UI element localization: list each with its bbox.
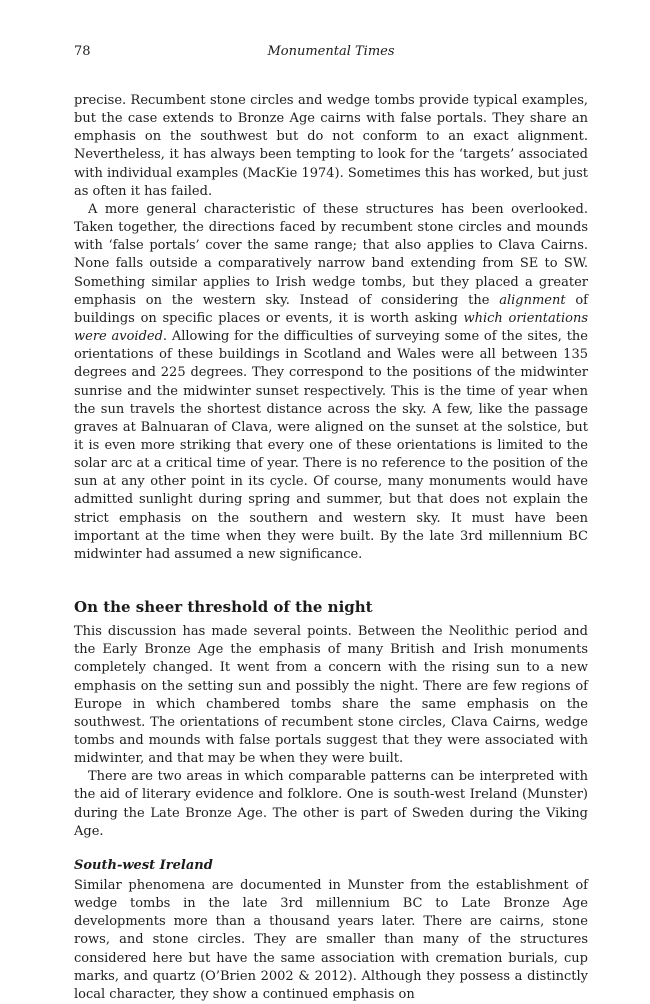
page-header — [74, 44, 588, 64]
paragraph-munster: Similar phenomena are documented in Munster from the establishment of wedge tombs in the late 3rd millennium BC to Late Bronze Age developments more than a thousand years later. There are cairns, stone rows, and stone circles. They are smaller than many of the structures considered here but have the same association with cremation burials, cup marks, and quartz (O’Brien 2002 & 2012). Although they possess a distinctly local character, they show a continued emphasis on — [74, 877, 588, 1002]
text-run: . Allowing for the difficulties of surveying some of the sites, the orientations of these buildings in Scotland and Wales were all between 135 degrees and 225 degrees. They correspond to the positions of the midwinter sunrise and the midwinter sunset respectively. This is the time of year when the sun travels the shortest distance across the sky. A few, like the passage graves at Balnuaran of Clava, were aligned on the sunset at the solstice, but it is even more striking that every one of these orientations is limited to the solar arc at a critical time of year. There is no reference to the position of the sun at any other point in its cycle. Of course, many monuments would have admitted sunlight during spring and summer, but that does not explain the strict emphasis on the southern and western sky. It must have been important at the time when they were built. By the late 3rd millennium BC midwinter had assumed a new significance. — [74, 329, 588, 562]
page-number: 78 — [74, 44, 91, 59]
paragraph-continuation: precise. Recumbent stone circles and wedge tombs provide typical examples, but the case extends to Bronze Age cairns with false portals. They share an emphasis on the southwest but do not conform to an exact alignment. Nevertheless, it has always been tempting to look for the ‘targets’ associated with individual examples (MacKie 1974). Sometimes this has worked, but just as often it has failed. — [74, 93, 588, 199]
paragraph-orientations — [74, 201, 588, 564]
section-heading: On the sheer threshold of the night — [74, 598, 373, 617]
emphasis-alignment: alignment — [499, 292, 566, 308]
paragraph-two-areas: There are two areas in which comparable patterns can be interpreted with the aid of literary evidence and folklore. One is south-west Ireland (Munster) during the Late Bronze Age. The other is part of Sweden during the Viking Age. — [74, 769, 588, 839]
text-run: of buildings on specific places or events, it is worth asking — [74, 292, 588, 326]
paragraph-discussion: This discussion has made several points. Between the Neolithic period and the Early Bronze Age the emphasis of many British and Irish monuments completely changed. It went from a concern with the rising sun to a new emphasis on the setting sun and possibly the night. There are few regions of Europe in which chambered tombs share the same emphasis on the southwest. The orientations of recumbent stone circles, Clava Cairns, wedge tombs and mounds with false portals suggest that they were associated with midwinter, and that may be when they were built. — [74, 624, 588, 767]
running-title: Monumental Times — [267, 44, 395, 59]
text-run: A more general characteristic of these structures has been overlooked. Taken together, the directions faced by recumbent stone circles and mounds with ‘false portals’ cover the same range; that also applies to Clava Cairns. None falls outside a comparatively narrow band extending from SE to SW. Something similar applies to Irish wedge tombs, but they placed a greater emphasis on the western sky. Instead of considering the — [74, 201, 588, 308]
subsection-heading: South-west Ireland — [74, 857, 213, 873]
emphasis-avoided: which orientations were avoided — [74, 310, 588, 345]
page-body — [74, 92, 588, 1004]
